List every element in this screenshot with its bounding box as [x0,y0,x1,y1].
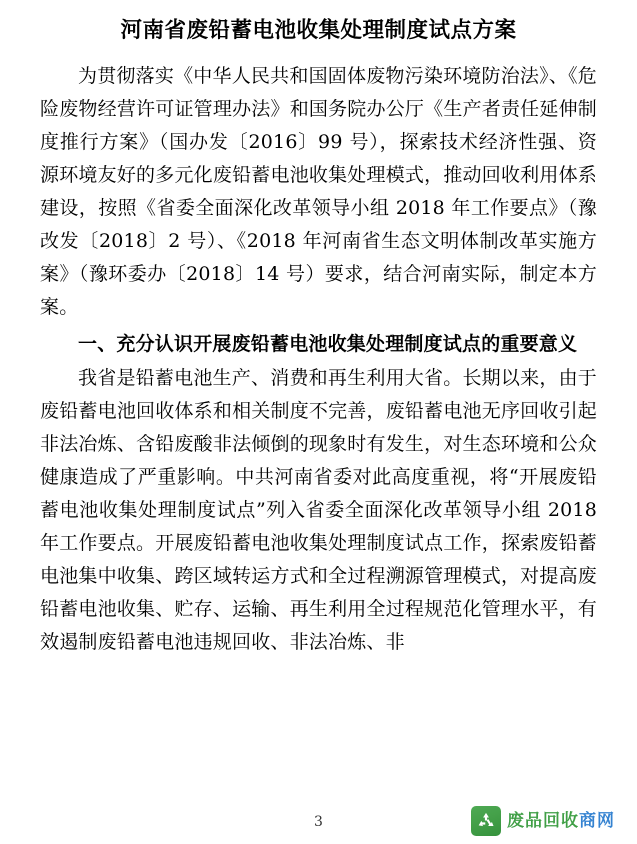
watermark-text-primary: 废品回收 [507,810,579,831]
intro-paragraph: 为贯彻落实《中华人民共和国固体废物污染环境防治法》、《危险废物经营许可证管理办法》和国务院办公厅《生产者责任延伸制度推行方案》（国办发〔2016〕99 号），探索技术经济性强、资源环境友好的多元化废铅蓄电池收集处理模式，推动回收利用体系建设，按照《省委全面深化改革领导小组 2018 年工作要点》（豫改发〔2018〕2 号）、《2018 年河南省生态文明体制改革实施方案》（豫环委办〔2018〕14 号）要求，结合河南实际，制定本方案。 [40,65,597,319]
page-title: 河南省废铅蓄电池收集处理制度试点方案 [120,18,517,43]
page-number: 3 [314,814,323,830]
section-paragraph-1: 我省是铅蓄电池生产、消费和再生利用大省。长期以来，由于废铅蓄电池回收体系和相关制度不完善，废铅蓄电池无序回收引起非法冶炼、含铅废酸非法倾倒的现象时有发生，对生态环境和公众健康造成了严重影响。中共河南省委对此高度重视，将“开展废铅蓄电池收集处理制度试点”列入省委全面深化改革领导小组 2018 年工作要点。开展废铅蓄电池收集处理制度试点工作，探索废铅蓄电池集中收集、跨区域转运方式和全过程溯源管理模式，对提高废铅蓄电池收集、贮存、运输、再生利用全过程规范化管理水平，有效遏制废铅蓄电池违规回收、非法冶炼、非 [40,366,597,653]
watermark-text [507,810,615,831]
watermark-text-secondary: 商网 [579,810,615,831]
section-heading-1: 一、充分认识开展废铅蓄电池收集处理制度试点的重要意义 [78,333,578,356]
recycle-icon [471,806,501,836]
document-page [0,16,637,844]
watermark [471,806,615,836]
